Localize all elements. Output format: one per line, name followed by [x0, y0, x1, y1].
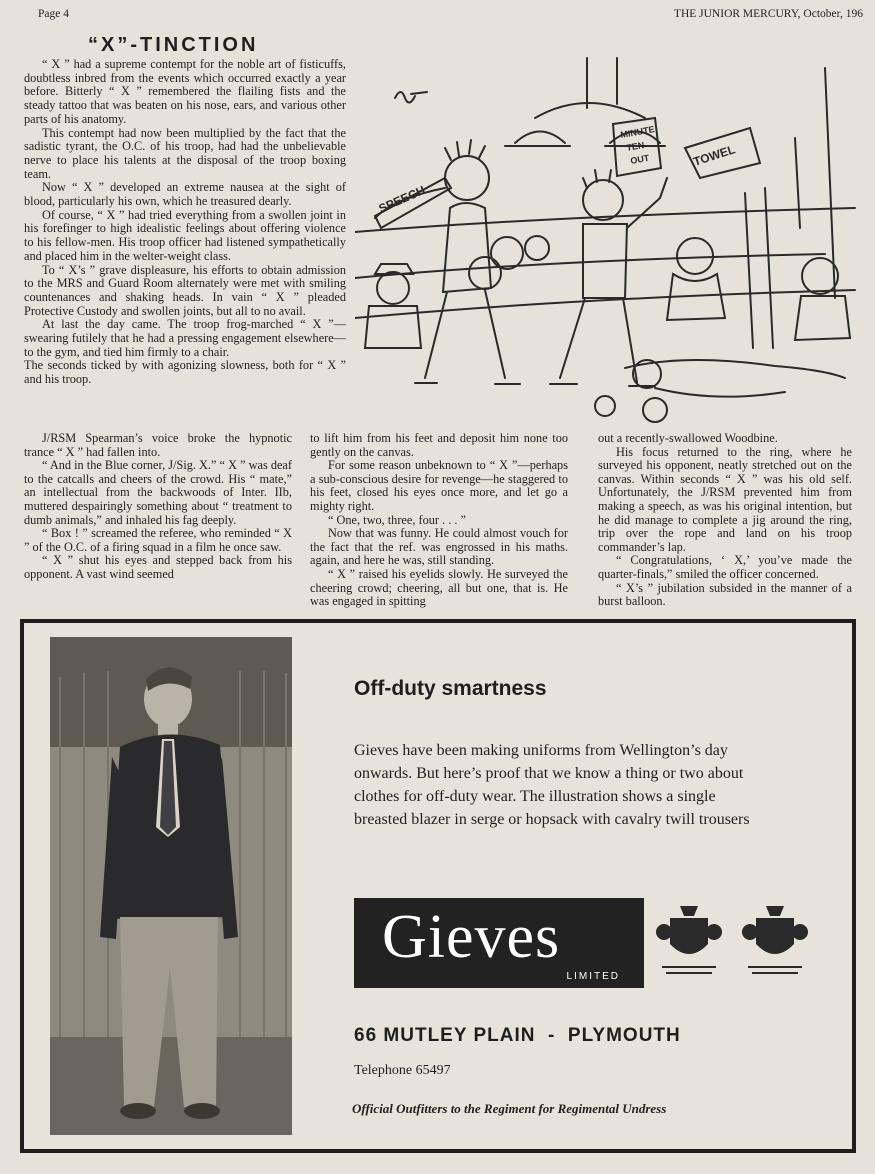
- article-paragraph: “ X ” shut his eyes and stepped back from his opponent. A vast wind seemed: [24, 553, 292, 581]
- article-column-3: [598, 432, 852, 609]
- ad-headline: Off-duty smartness: [354, 677, 547, 700]
- article-paragraph: “ One, two, three, four . . . ”: [328, 512, 466, 527]
- article-paragraph: “ X’s ” jubilation subsided in the manner of a burst balloon.: [598, 580, 852, 609]
- ad-body-copy: Gieves have been making uniforms from Wellington’s day onwards. But here’s proof that we know a thing or two about clothes for off-duty wear. The illustration shows a single breasted blazer in serge or hopsack with cavalry twill trousers: [354, 742, 750, 828]
- cartoon-minute-label: TEN: [625, 139, 646, 153]
- royal-warrant-crest-icon: [736, 898, 814, 988]
- article-paragraph: out a recently-swallowed Woodbine.: [598, 431, 778, 445]
- store-address: 66 MUTLEY PLAIN - PLYMOUTH: [354, 1025, 681, 1046]
- cartoon-speech-label: SPEECH: [376, 182, 428, 216]
- brand-suffix: LIMITED: [566, 971, 620, 982]
- cartoon-towel-label: TOWEL: [691, 142, 737, 169]
- article-paragraph: “ Box ! ” screamed the referee, who reminded “ X ” of the O.C. of a firing squad in a film he once saw.: [24, 526, 292, 554]
- article-paragraph: For some reason unbeknown to “ X ”—perhaps a sub-conscious desire for revenge—he staggered to his feet, closed his eyes once more, and let go a mighty right.: [310, 458, 568, 513]
- article-column-2: [310, 432, 568, 609]
- boxing-cartoon: [355, 48, 860, 430]
- article-paragraph: “ X ” raised his eyelids slowly. He surveyed the cheering crowd; cheering, all but one, that is. He was engaged in spitting: [310, 566, 568, 609]
- article-paragraph: At last the day came. The troop frog-marched “ X ”—swearing futilely that he had a pressing engagement elsewhere—to the gym, and tied him firmly to a chair.: [24, 317, 346, 359]
- gieves-logo: [354, 898, 644, 988]
- brand-name: Gieves: [382, 903, 561, 971]
- article-paragraph: This contempt had now been multiplied by the fact that the sadistic tyrant, the O.C. of his troop, had had the unbelievable nerve to place his talents at the disposal of the troop boxing team.: [24, 125, 346, 181]
- article-column-1: [24, 432, 292, 582]
- running-title: THE JUNIOR MERCURY, October, 196: [673, 8, 863, 20]
- article-paragraph: Now “ X ” developed an extreme nausea at the sight of blood, particularly his own, which he treasured dearly.: [24, 180, 346, 209]
- cartoon-minute-label: OUT: [629, 152, 651, 166]
- page-number: Page 4: [38, 8, 69, 20]
- telephone-number: Telephone 65497: [354, 1063, 451, 1078]
- gieves-advertisement: [20, 619, 856, 1153]
- article-paragraph: To “ X’s ” grave displeasure, his efforts to obtain admission to the MRS and Guard Room alternately were met with smiling countenances and shaking heads. In vain “ X ” pleaded Protective Custody and swollen joints, but all to no avail.: [24, 262, 346, 318]
- article-paragraph: His focus returned to the ring, where he surveyed his opponent, neatly stretched out on the canvas. Within seconds “ X ” was his old self. Unfortunately, the J/RSM prevented him from making a speech, as was his original intention, but he did manage to complete a jig around the ring, trip over the rope and land on his troop commander’s lap.: [598, 444, 852, 554]
- article-paragraph: “ X ” had a supreme contempt for the noble art of fisticuffs, doubtless inbred from the events which occurred exactly a year before. Bitterly “ X ” remembered the flailing fists and the steady tattoo that was beaten on his nose, ears, and various other parts of his anatomy.: [24, 57, 346, 126]
- article-paragraph: Of course, “ X ” had tried everything from a swollen joint in his forefinger to high idealistic feelings about offering violence to his fellow-men. His troop officer had listened sympathetically and placed him in the welter-weight class.: [24, 207, 346, 263]
- article-paragraph: The seconds ticked by with agonizing slowness, both for “ X ” and his troop.: [24, 358, 346, 387]
- article-paragraph: J/RSM Spearman’s voice broke the hypnotic trance “ X ” had fallen into.: [24, 431, 292, 459]
- article-paragraph: to lift him from his feet and deposit him none too gently on the canvas.: [310, 431, 568, 459]
- article-title: “X”-TINCTION: [88, 34, 259, 56]
- article-paragraph: Now that was funny. He could almost vouch for the fact that the ref. was engrossed in his maths. again, and here he was, still standing.: [310, 526, 568, 568]
- blazer-model-photo: [50, 637, 292, 1135]
- article-paragraph: “ Congratulations, ‘ X,’ you’ve made the quarter-finals,” smiled the officer concerned.: [598, 553, 852, 581]
- royal-warrant-crest-icon: [650, 898, 728, 988]
- article-paragraph: “ And in the Blue corner, J/Sig. X.” “ X ” was deaf to the catcalls and cheers of the crowd. His “ mate,” an intellectual from the backwoods of Inter. IIb, muttered despairingly something about “ treatment to dumb animals,” and inhaled his fag deeply.: [24, 458, 292, 527]
- page-header: [38, 8, 863, 26]
- article-intro: [24, 58, 346, 387]
- cartoon-minute-label: MINUTE: [619, 124, 656, 140]
- ad-tagline: Official Outfitters to the Regiment for Regimental Undress: [352, 1101, 667, 1116]
